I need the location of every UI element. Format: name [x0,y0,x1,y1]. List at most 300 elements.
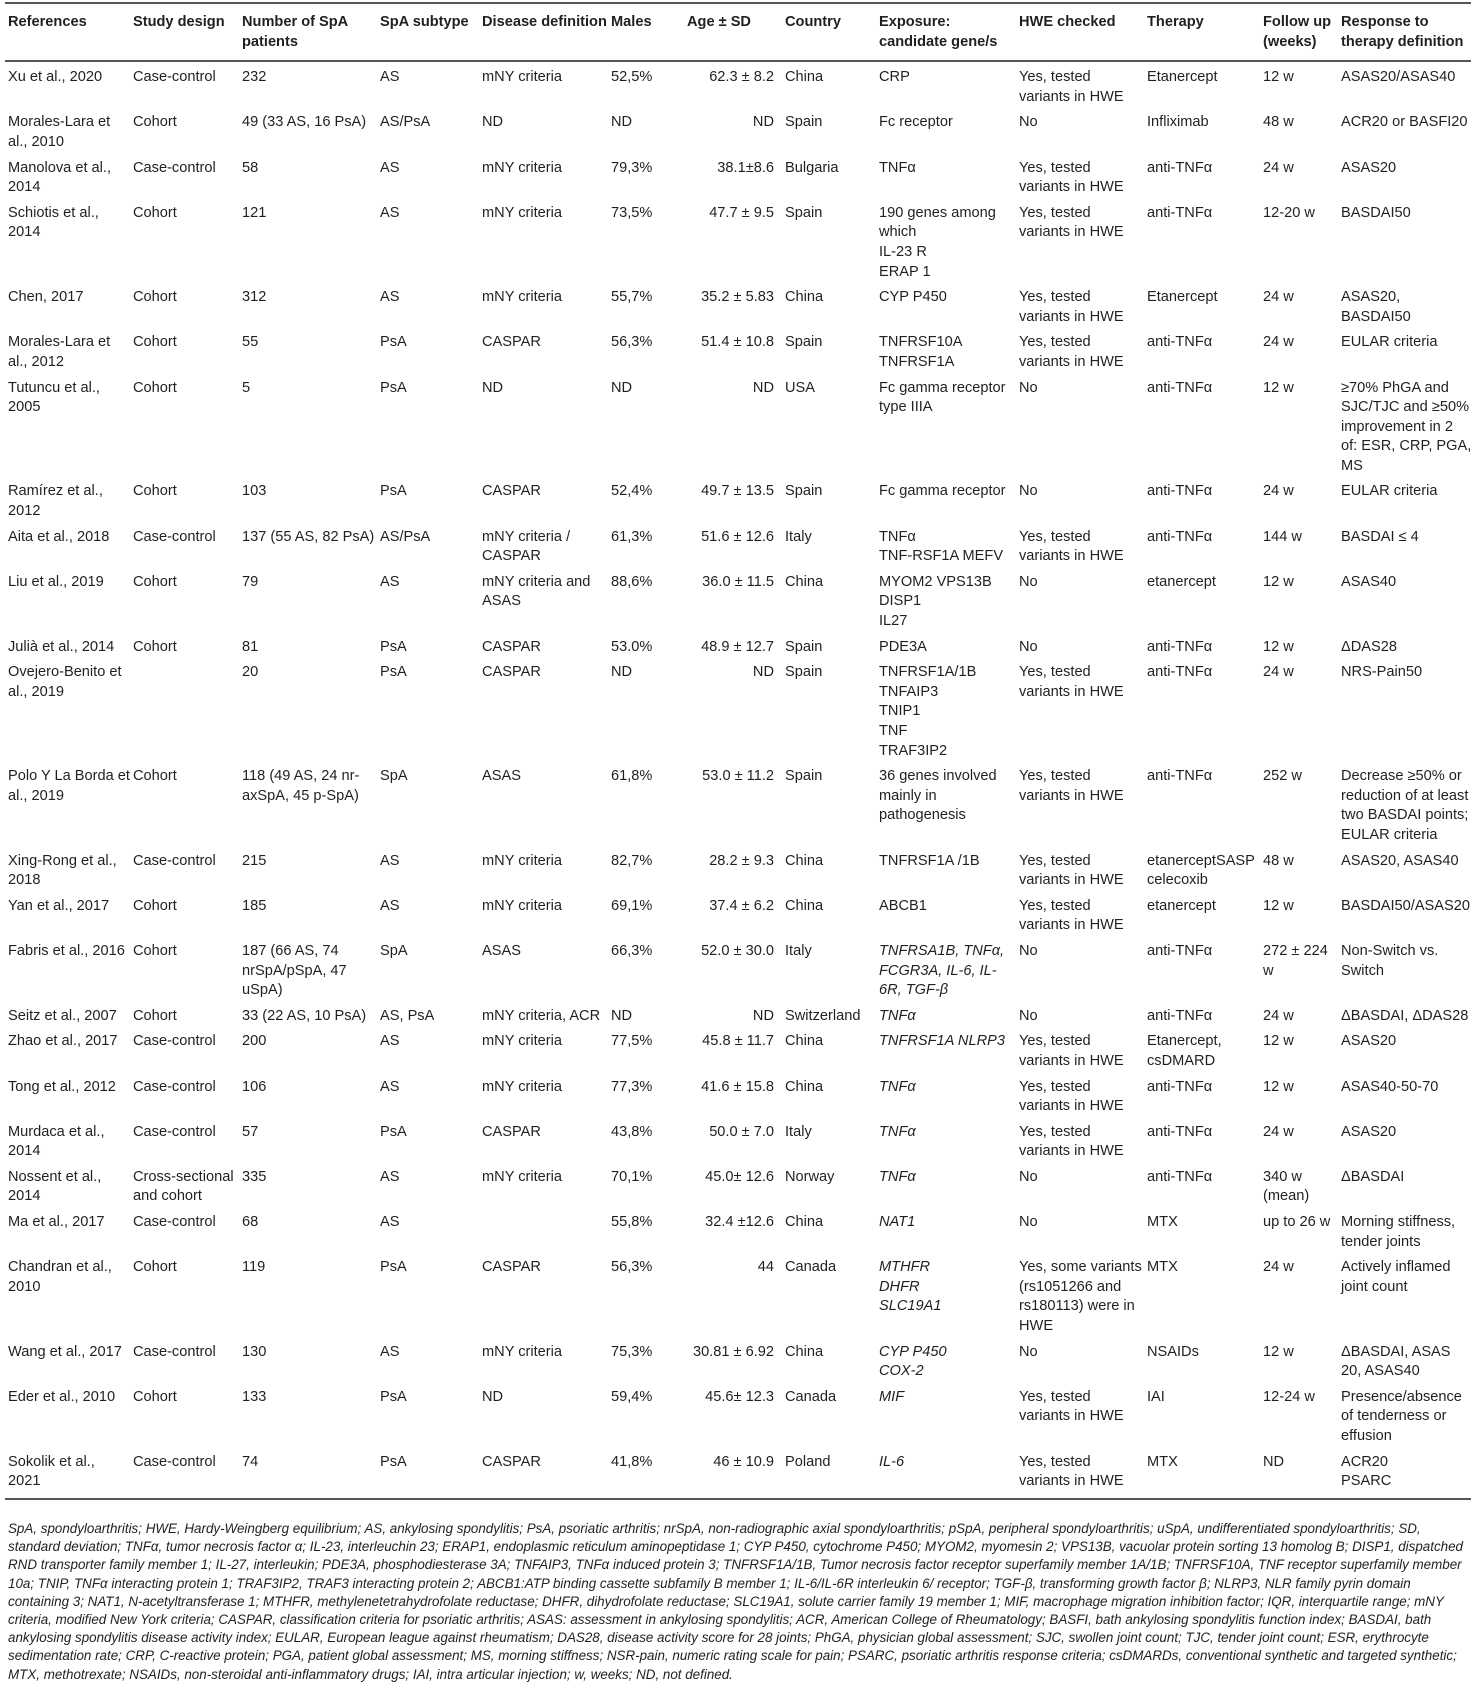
table-cell: mNY criteria [482,1343,563,1360]
table-cell: 59,4% [611,1388,653,1405]
table-cell: Yes, tested variants in HWE [1019,528,1124,565]
table-cell: Chen, 2017 [8,289,84,306]
table-cell: ≥70% PhGA and SJC/TJC and ≥50% improvement in 2 of: ESR, CRP, PGA, MS [1341,379,1471,474]
table-row [5,1382,1471,1447]
table-cell: CASPAR [482,1123,541,1140]
table-cell: China [785,1214,824,1231]
table-cell: 200 [242,1033,267,1050]
table-cell: 30.81 ± 6.92 [692,1343,774,1360]
table-cell: 24 w [1263,289,1294,306]
table-cell: ND [482,114,504,131]
table-cell: Yes, tested variants in HWE [1019,204,1124,241]
table-cell: mNY criteria [482,204,563,221]
table-cell: 118 (49 AS, 24 nr-axSpA, 45 p-SpA) [242,768,360,804]
table-cell: etanercept [1147,897,1216,914]
table-cell: mNY criteria [482,852,563,869]
table-cell: Etanercept [1147,69,1218,86]
table-cell: ND [611,114,633,131]
table-cell: CASPAR [482,664,541,681]
table-cell: ND [752,664,774,681]
table-cell: Ramírez et al., 2012 [8,483,103,520]
table-cell: 38.1±8.6 [717,159,774,176]
table-cell: Presence/absence of tenderness or effusion [1341,1388,1462,1444]
table-cell: 51.6 ± 12.6 [701,528,774,545]
table-cell: No [1019,1214,1038,1231]
table-cell: Non-Switch vs. Switch [1341,942,1439,979]
table-cell: BASDAI ≤ 4 [1341,528,1419,545]
table-cell: BASDAI50 [1341,204,1411,221]
table-cell: Actively inflamed joint count [1341,1259,1451,1295]
table-row [5,1337,1471,1382]
table-cell: Case-control [133,1078,216,1095]
table-row [5,1162,1471,1207]
table-header [5,3,1471,61]
table-cell: ND [752,114,774,131]
table-cell: ASAS20 [1341,1123,1397,1140]
table-row [5,107,1471,152]
table-cell: AS [380,69,400,86]
table-cell: etanercept [1147,573,1216,590]
table-cell: 272 ± 224 w [1263,942,1328,979]
table-cell: Yes, tested variants in HWE [1019,334,1124,370]
table-cell: 55 [242,334,259,351]
table-cell: 190 genes among which IL-23 R ERAP 1 [879,204,996,280]
table-cell: Cohort [133,1388,177,1405]
table-cell: TNFα [879,159,916,176]
table-cell [479,1207,608,1252]
column-header: Age ± SD [687,14,751,30]
table-cell: TNFRSF1A NLRP3 [879,1033,1005,1050]
table-cell: Zhao et al., 2017 [8,1033,118,1050]
table-cell: 33 (22 AS, 10 PsA) [242,1007,367,1024]
table-cell: PsA [380,1123,407,1140]
table-cell: Bulgaria [785,159,839,176]
table-row [5,1207,1471,1252]
table-cell: Yes, tested variants in HWE [1019,1453,1124,1490]
table-cell: 24 w [1263,1007,1294,1024]
table-cell: AS [380,1078,400,1095]
table-cell: Chandran et al., 2010 [8,1259,112,1295]
header-row [5,3,1471,61]
table-cell: Yes, tested variants in HWE [1019,1123,1124,1160]
table-cell: 340 w (mean) [1263,1168,1310,1205]
table-cell: Case-control [133,1343,216,1360]
table-cell: TNFα TNF-RSF1A MEFV [879,528,1004,565]
table-cell: 12 w [1263,1078,1294,1095]
table-row [5,282,1471,327]
table-cell: 335 [242,1168,267,1185]
table-cell: AS [380,573,400,590]
table-cell: TNFα [879,1078,916,1095]
table-cell: SpA [380,768,408,785]
table-cell: Spain [785,638,823,655]
table-cell: ND [1263,1453,1285,1470]
table-cell: No [1019,379,1038,396]
table-cell: Yes, tested variants in HWE [1019,69,1124,105]
table-cell: 56,3% [611,334,653,351]
column-header: Therapy [1147,14,1204,30]
table-cell: mNY criteria and ASAS [482,573,591,610]
table-cell: Spain [785,334,823,351]
table-cell: Cohort [133,334,177,351]
table-cell: anti-TNFα [1147,159,1213,176]
table-cell: 82,7% [611,852,653,869]
column-header: Disease definition [482,14,607,30]
table-cell: NRS-Pain50 [1341,664,1423,681]
table-cell: 24 w [1263,1259,1294,1276]
table-cell: 185 [242,897,267,914]
table-cell: TNFRSF1A/1B TNFAIP3 TNIP1 TNF TRAF3IP2 [879,664,977,759]
table-cell: anti-TNFα [1147,1168,1213,1185]
table-cell: China [785,1343,824,1360]
table-cell: PsA [380,379,407,396]
table-cell: Cohort [133,379,177,396]
table-cell: Murdaca et al., 2014 [8,1123,105,1160]
table-row [5,846,1471,891]
table-cell: 74 [242,1453,259,1470]
table-cell: 312 [242,289,267,306]
table-cell: 55,8% [611,1214,653,1231]
table-cell: AS [380,159,400,176]
table-cell: Yes, tested variants in HWE [1019,1078,1124,1115]
table-row [5,936,1471,1001]
table-cell: Yes, some variants (rs1051266 and rs180113) were in HWE [1019,1259,1142,1335]
column-header: SpA subtype [380,14,469,30]
table-cell: 41.6 ± 15.8 [701,1078,774,1095]
table-cell: No [1019,638,1038,655]
table-cell: etanerceptSASP celecoxib [1147,852,1255,889]
table-cell: 61,8% [611,768,653,785]
table-cell: No [1019,114,1038,131]
table-cell: 12-20 w [1263,204,1315,221]
table-cell: 57 [242,1123,259,1140]
table-cell: 49.7 ± 13.5 [701,483,774,500]
table-cell: Fc gamma receptor type IIIA [879,379,1006,416]
table-cell: Case-control [133,159,216,176]
table-row [5,657,1471,761]
table-cell: Yes, tested variants in HWE [1019,159,1124,196]
table-cell: CASPAR [482,1453,541,1470]
table-cell: ACR20 or BASFI20 [1341,114,1468,131]
table-cell: Italy [785,528,812,545]
table-cell: Spain [785,204,823,221]
table-cell: USA [785,379,816,396]
table-cell: 103 [242,483,267,500]
table-cell: Case-control [133,852,216,869]
table-cell: MTX [1147,1259,1178,1276]
table-cell: Wang et al., 2017 [8,1343,122,1360]
table-cell: 232 [242,69,267,86]
table-cell: 69,1% [611,897,653,914]
table-cell: 45.0± 12.6 [705,1168,774,1185]
table-cell: mNY criteria [482,289,563,306]
table-cell: 41,8% [611,1453,653,1470]
table-cell: Case-control [133,1033,216,1050]
table-cell: 137 (55 AS, 82 PsA) [242,528,375,545]
table-cell: CRP [879,69,910,86]
table-cell: 44 [757,1259,774,1276]
table-cell: 66,3% [611,942,653,959]
table-cell: 53.0 ± 11.2 [702,768,774,785]
table-cell: Yes, tested variants in HWE [1019,1388,1124,1425]
table-cell: IAI [1147,1388,1165,1405]
table-cell: CYP P450 COX-2 [879,1343,947,1380]
table-cell: ND [611,664,633,681]
table-row [5,761,1471,845]
table-cell: Morning stiffness, tender joints [1341,1214,1456,1250]
table-cell: 45.8 ± 11.7 [702,1033,774,1050]
table-cell: 24 w [1263,483,1294,500]
table-cell: 77,3% [611,1078,653,1095]
table-cell: ND [611,379,633,396]
table-cell: ASAS20, ASAS40 [1341,852,1459,869]
table-cell: PsA [380,1259,407,1276]
table-cell: 56,3% [611,1259,653,1276]
table-cell: PsA [380,334,407,351]
table-cell: 252 w [1263,768,1302,785]
table-cell: China [785,1078,824,1095]
table-cell: 121 [242,204,267,221]
table-cell: PsA [380,483,407,500]
table-cell: Morales-Lara et al., 2012 [8,334,111,370]
table-cell: anti-TNFα [1147,1078,1213,1095]
table-cell: 81 [242,638,259,655]
table-cell: No [1019,1168,1038,1185]
table-row [5,567,1471,632]
table-cell: AS [380,1033,400,1050]
table-cell: 52,5% [611,69,653,86]
table-cell: China [785,852,824,869]
table-cell: 24 w [1263,159,1294,176]
table-cell: Cross-sectional and cohort [133,1168,234,1205]
table-row [5,632,1471,658]
table-cell: 48 w [1263,114,1294,131]
table-cell: Eder et al., 2010 [8,1388,116,1405]
table-cell: ASAS20, BASDAI50 [1341,289,1411,325]
table-cell: BASDAI50/ASAS20 [1341,897,1470,914]
table-cell: anti-TNFα [1147,768,1213,785]
table-cell: 133 [242,1388,267,1405]
column-header: Response to therapy definition [1341,14,1464,50]
table-cell: 55,7% [611,289,653,306]
table-row [5,1252,1471,1336]
table-cell: Nossent et al., 2014 [8,1168,102,1205]
table-cell: 48 w [1263,852,1294,869]
table-cell: AS [380,852,400,869]
table-cell: ND [752,379,774,396]
table-cell: 144 w [1263,528,1302,545]
table-cell: IL-6 [879,1453,905,1470]
table-cell: 24 w [1263,664,1294,681]
table-cell: AS, PsA [380,1007,435,1024]
table-cell: Tong et al., 2012 [8,1078,116,1095]
table-cell: No [1019,1343,1038,1360]
table-cell: Ma et al., 2017 [8,1214,105,1231]
table-cell: anti-TNFα [1147,483,1213,500]
table-cell: Fc gamma receptor [879,483,1006,500]
table-cell: Canada [785,1259,837,1276]
table-cell: Cohort [133,638,177,655]
table-cell: 37.4 ± 6.2 [709,897,774,914]
table-cell: 48.9 ± 12.7 [701,638,774,655]
table-cell: Spain [785,483,823,500]
table-cell: anti-TNFα [1147,334,1213,351]
column-header: Follow up (weeks) [1263,14,1332,50]
table-cell: ASAS20 [1341,1033,1397,1050]
table-cell: No [1019,573,1038,590]
table-cell: Ovejero-Benito et al., 2019 [8,664,122,700]
table-cell: 32.4 ±12.6 [705,1214,774,1231]
table-row [5,1001,1471,1027]
table-cell: mNY criteria [482,159,563,176]
table-cell: China [785,69,824,86]
table-cell: PsA [380,1453,407,1470]
table-cell: CASPAR [482,334,541,351]
table-cell: Yes, tested variants in HWE [1019,1033,1124,1069]
table-cell: 12 w [1263,379,1294,396]
table-cell: Case-control [133,1123,216,1140]
table-cell: ND [752,1007,774,1024]
table-cell: mNY criteria [482,1033,563,1050]
table-cell: 79,3% [611,159,653,176]
table-cell: Cohort [133,942,177,959]
table-body [5,61,1471,1499]
table-cell: NAT1 [879,1214,916,1231]
table-row [5,373,1471,477]
table-cell: Schiotis et al., 2014 [8,204,99,241]
table-cell: Cohort [133,768,177,785]
table-cell: Infliximab [1147,114,1209,131]
table-cell: anti-TNFα [1147,379,1213,396]
table-cell: 68 [242,1214,259,1231]
table-cell [130,657,239,761]
table-cell: 46 ± 10.9 [713,1453,774,1470]
table-cell: 62.3 ± 8.2 [709,69,774,86]
table-cell: 52,4% [611,483,653,500]
table-cell: 61,3% [611,528,653,545]
table-cell: Liu et al., 2019 [8,573,104,590]
table-cell: EULAR criteria [1341,334,1438,351]
table-cell: AS/PsA [380,528,431,545]
table-cell: Tutuncu et al., 2005 [8,379,100,416]
table-cell: Cohort [133,1007,177,1024]
table-cell: ΔBASDAI [1341,1168,1405,1185]
table-cell: Etanercept, csDMARD [1147,1033,1222,1069]
table-cell: 53.0% [611,638,653,655]
table-cell: 36 genes involved mainly in pathogenesis [879,768,997,824]
table-cell: ASAS40-50-70 [1341,1078,1439,1095]
studies-table [5,2,1471,1500]
table-cell: ASAS [482,768,521,785]
table-cell: Etanercept [1147,289,1218,306]
table-cell: 130 [242,1343,267,1360]
table-cell: CASPAR [482,1259,541,1276]
table-cell: NSAIDs [1147,1343,1199,1360]
table-cell: ΔBASDAI, ASAS 20, ASAS40 [1341,1343,1451,1380]
table-cell: ABCB1 [879,897,927,914]
table-cell: 12 w [1263,573,1294,590]
table-row [5,61,1471,107]
table-cell: ASAS20/ASAS40 [1341,69,1456,86]
column-header: References [8,14,87,30]
table-cell: Canada [785,1388,837,1405]
table-cell: TNFRSF1A /1B [879,852,980,869]
table-cell: mNY criteria [482,1168,563,1185]
table-cell: anti-TNFα [1147,1007,1213,1024]
table-cell: No [1019,1007,1038,1024]
table-cell: China [785,573,824,590]
table-cell: anti-TNFα [1147,528,1213,545]
table-cell: mNY criteria [482,1078,563,1095]
table-row [5,1072,1471,1117]
table-cell: Yes, tested variants in HWE [1019,664,1124,700]
table-cell: 119 [242,1259,266,1276]
table-cell: Italy [785,942,812,959]
table-cell: PsA [380,638,407,655]
table-cell: 106 [242,1078,267,1095]
table-cell: Cohort [133,114,177,131]
table-cell: Cohort [133,573,177,590]
table-cell: 12 w [1263,1343,1294,1360]
table-cell: AS [380,289,400,306]
table-cell: 88,6% [611,573,653,590]
table-footnote: SpA, spondyloarthritis; HWE, Hardy-Weingberg equilibrium; AS, ankylosing spondylitis; PsA, psoriatic arthritis; nrSpA, non-radiographic axial spondyloarthritis; pSpA, peripheral spondyloarthritis; uSpA, undifferentiated spondyloarthritis; SD, standard deviation; TNFα, tumor necrosis factor α; IL-23, interleuchin 23; ERAP1, endoplasmic reticulum aminopeptidase 1; CYP P450, cytochrome P450; MYOM2, myomesin 2; VPS13B, vacuolar protein sorting 13 homolog B; DISP1, dispatched RND transporter family member 1; IL-27, interleukin; PDE3A, phosphodiesterase 3A; TNFAIP3, TNFα induced protein 3; TNFRSF1A/1B, Tumor necrosis factor receptor superfamily member 1A/1B; TNFRSF10A, TNF receptor superfamily member 10a; TNIP, TNFα interacting protein 1; TRAF3IP2, TRAF3 interacting protein 2; ABCB1:ATP binding cassette subfamily B member 1; IL-6/IL-6R interleukin 6/ receptor; TGF-β, transforming growth factor β; NLRP3, NLR family pyrin domain containing 3; NAT1, N-acetyltransferase 1; MTHFR, methylenetetrahydrofolate reductase; DHFR, dihydrofolate reductase; SLC19A1, solute carrier family 19 member 1; MIF, macrophage migration inhibition factor; IQR, interquartile range; mNY criteria, modified New York criteria; CASPAR, classification criteria for psoriatic arthritis; ASAS: assessment in ankylosing spondylitis; ACR, American College of Rheumatology; BASFI, bath ankylosing spondylitis function index; BASDAI, bath ankylosing spondylitis disease activity index; EULAR, European league against rheumatism; DAS28, disease activity score for 28 joints; PhGA, physician global assessment; SJC, swollen joint count; TJC, tender joint count; ESR, erythrocyte sedimentation rate; CRP, C-reactive protein; PGA, patient global assessment; MS, morning stiffness; NSR-pain, numeric rating scale for pain; PSARC, psoriatic arthritis response criteria; csDMARDs, conventional synthetic and targeted synthetic; MTX, methotrexate; NSAIDs, non-steroidal anti-inflammatory drugs; IAI, intra articular injection; w, weeks; ND, not defined. [8,1521,1463,1682]
table-cell: 58 [242,159,259,176]
table-cell: anti-TNFα [1147,638,1213,655]
table-cell: Cohort [133,289,177,306]
table-cell: 28.2 ± 9.3 [709,852,774,869]
table-cell: PsA [380,1388,407,1405]
table-cell: TNFRSA1B, TNFα, FCGR3A, IL-6, IL-6R, TGF-β [879,942,1005,999]
table-cell: 79 [242,573,259,590]
table-cell: 47.7 ± 9.5 [709,204,774,221]
table-cell: AS [380,1343,400,1360]
table-cell: 24 w [1263,1123,1294,1140]
table-cell: MTHFR DHFR SLC19A1 [879,1259,942,1315]
table-cell: Yes, tested variants in HWE [1019,852,1124,889]
table-cell: 73,5% [611,204,653,221]
table-cell: Seitz et al., 2007 [8,1007,117,1024]
table-row [5,522,1471,567]
table-cell: 35.2 ± 5.83 [701,289,774,306]
table-cell: PsA [380,664,407,681]
table-cell: EULAR criteria [1341,483,1438,500]
table-cell: 12 w [1263,1033,1294,1050]
table-cell: Fabris et al., 2016 [8,942,125,959]
table-cell: Cohort [133,897,177,914]
table-cell: 52.0 ± 30.0 [701,942,774,959]
column-header: Number of SpA patients [242,14,348,50]
table-cell: 45.6± 12.3 [705,1388,774,1405]
table-cell: Xu et al., 2020 [8,69,103,86]
table-cell: Yes, tested variants in HWE [1019,289,1124,325]
table-cell: 187 (66 AS, 74 nrSpA/pSpA, 47 uSpA) [242,942,347,999]
table-cell: up to 26 w [1263,1214,1331,1231]
table-row [5,153,1471,198]
table-cell: Italy [785,1123,812,1140]
table-cell: Spain [785,114,823,131]
table-cell: TNFα [879,1007,916,1024]
table-cell: Case-control [133,528,216,545]
table-cell: Morales-Lara et al., 2010 [8,114,111,150]
table-cell: ND [611,1007,633,1024]
table-cell: ND [482,379,504,396]
table-cell: No [1019,483,1038,500]
table-cell: mNY criteria [482,69,563,86]
table-cell: AS [380,897,400,914]
column-header: Males [611,14,652,30]
table-cell: PDE3A [879,638,927,655]
